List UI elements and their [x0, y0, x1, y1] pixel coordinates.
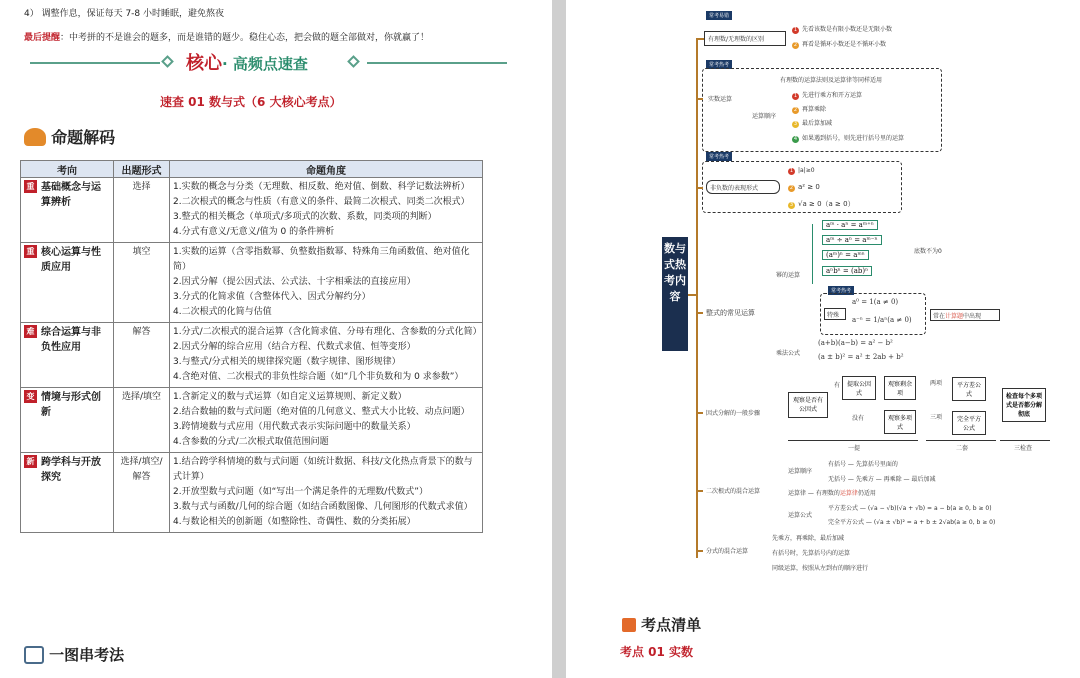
b5-step-3: 三检查 — [1014, 445, 1033, 452]
b1-item-2: 2 再看是循环小数还是不循环小数 — [793, 41, 887, 48]
b4-calc-prefix: 常在 — [933, 313, 946, 320]
sub-title: 速查 01 数与式（6 大核心考点） — [160, 95, 342, 109]
footer-logo — [622, 614, 701, 635]
list-icon — [622, 618, 636, 632]
b2-item-3: 3 最后算加减 — [793, 120, 833, 127]
b4-calc — [933, 311, 981, 320]
table-row — [21, 178, 483, 243]
b6-law — [788, 488, 876, 497]
header-direction: 考向 — [21, 161, 114, 178]
section-title — [186, 49, 308, 75]
header-form: 出题形式 — [114, 161, 170, 178]
row-badge: 重 — [24, 180, 37, 193]
b5-step-rule-3 — [1000, 440, 1050, 441]
b5-step-rule-2 — [926, 440, 996, 441]
row-direction — [21, 178, 114, 243]
row-direction — [21, 243, 114, 323]
b6-title: 二次根式的混合运算 — [706, 488, 761, 495]
b4-note-base: 底数不为0 — [914, 248, 942, 255]
b6-formula-2: 完全平方公式 — (√a ± √b)² = a + b ± 2√ab(a ≥ 0, b ≥ 0) — [828, 519, 996, 526]
angle-item: 1.实数的概念与分类（无理数、相反数、绝对值、倒数、科学记数法辨析） — [173, 182, 470, 192]
b1-item-1: 1 先看该数是有限小数还是无限小数 — [793, 26, 893, 33]
book-icon — [24, 128, 46, 146]
angle-item: 1.结合跨学科情境的数与式问题（如统计数据、科技/文化热点背景下的数与式计算） — [173, 457, 473, 482]
b4-formula-3: (aᵐ)ⁿ = aᵐⁿ — [822, 250, 869, 260]
b5-sq-diff: 平方差公式 — [952, 377, 986, 401]
b6-order: 运算顺序 — [788, 468, 813, 475]
table-row — [21, 453, 483, 533]
row-angles — [170, 178, 483, 243]
angle-item: 3.整式的相关概念（单项式/多项式的次数、系数，同类项的判断） — [173, 212, 437, 222]
b4-special-f1: a⁰ = 1(a ≠ 0) — [852, 298, 899, 306]
topic-table — [20, 160, 483, 533]
row-direction-text: 跨学科与开放探究 — [41, 457, 101, 483]
angle-item: 1.实数的运算（含零指数幂、负整数指数幂、特殊角三角函数值、绝对值化简） — [173, 247, 470, 272]
angle-item: 3.数与式与函数/几何的综合题（如结合函数图像、几何图形的代数式求值） — [173, 502, 473, 512]
b6-formula-1: 平方差公式 — (√a − √b)(√a + √b) = a − b(a ≥ 0, b ≥ 0) — [828, 505, 992, 512]
row-direction — [21, 323, 114, 388]
b5-yes: 有 — [834, 382, 841, 389]
logo-mingti-text: 命题解码 — [51, 128, 116, 147]
abacus-icon — [24, 646, 44, 664]
branch3-link — [697, 187, 703, 189]
b5-perfect: 完全平方公式 — [952, 411, 986, 435]
row-badge: 难 — [24, 325, 37, 338]
b3-title: 非负数的表现形式 — [710, 185, 759, 192]
b7-item-1: 先乘方，再乘除，最后加减 — [772, 535, 845, 542]
title-rule-right — [367, 62, 507, 64]
title-diamond-left — [161, 55, 174, 68]
b4-calc-mid: 计算题 — [945, 313, 964, 320]
branch4-link — [697, 312, 703, 314]
logo-mingti — [24, 125, 115, 148]
row-angles — [170, 388, 483, 453]
row-direction — [21, 453, 114, 533]
b6-law-prefix: 运算律 — 有理数的 — [788, 490, 840, 497]
row-direction — [21, 388, 114, 453]
b2-item-3-text: 最后算加减 — [802, 120, 833, 127]
footer-title: 考点 01 实数 — [620, 645, 694, 659]
tip-line: 4） 调整作息，保证每天 7-8 小时睡眠，避免熬夜 — [24, 9, 225, 19]
b7-item-2: 有括号时，先算括号内的运算 — [772, 550, 851, 557]
angle-item: 2.开放型数与式问题（如“写出一个满足条件的无理数/代数式”） — [173, 487, 428, 497]
b5-two: 两项 — [930, 380, 943, 387]
angle-item: 4.分式有意义/无意义/值为 0 的条件辨析 — [173, 227, 335, 237]
b4-special: 特殊 — [827, 312, 840, 319]
branch2-link — [697, 98, 703, 100]
trunk-line — [696, 38, 698, 558]
b5-three: 三项 — [930, 414, 943, 421]
section-title-rest: · 高频点速查 — [222, 55, 308, 73]
angle-item: 4.含绝对值、二次根式的非负性综合题（如“几个非负数和为 0 求参数”） — [173, 372, 464, 382]
row-direction-text: 核心运算与性质应用 — [41, 247, 101, 273]
b6-law-mid: 运算律 — [839, 490, 858, 497]
b2-item-2-text: 再算乘除 — [802, 106, 827, 113]
b2-note: 有理数的运算法则及运算律等同样适用 — [780, 77, 883, 84]
b5-step-1: 一提 — [848, 445, 861, 452]
tag-hot-2: 常考热考 — [706, 60, 732, 69]
b4-power: 幂的运算 — [776, 272, 801, 279]
logo-yitu — [24, 644, 124, 665]
row-form: 选择/填空 — [114, 388, 170, 453]
tag-hot-4: 常考热考 — [828, 286, 854, 295]
angle-item: 1.含新定义的数与式运算（如自定义运算规则、新定义数） — [173, 392, 407, 402]
b1-item-2-text: 再看是循环小数还是不循环小数 — [802, 41, 887, 48]
b3-item-3: 3 √a ≥ 0（a ≥ 0） — [789, 200, 855, 208]
angle-item: 2.二次根式的概念与性质（有意义的条件、最简二次根式、同类二次根式） — [173, 197, 470, 207]
row-badge: 重 — [24, 245, 37, 258]
title-diamond-right — [347, 55, 360, 68]
b6-formula: 运算公式 — [788, 512, 813, 519]
b2-item-1: 1 先进行乘方和开方运算 — [793, 92, 863, 99]
row-form: 填空 — [114, 243, 170, 323]
b6-order-2: 无括号 — 先乘方 — 再乘除 — 最后加减 — [828, 476, 936, 483]
b3-item-1: 1 |a|≥0 — [789, 167, 815, 174]
b4-mult-f2: (a ± b)² = a² ± 2ab + b² — [818, 353, 904, 361]
angle-item: 3.与整式/分式相关的规律探究题（数字规律、图形规律） — [173, 357, 401, 367]
angle-item: 2.结合数轴的数与式问题（绝对值的几何意义、整式大小比较、动点问题） — [173, 407, 470, 417]
b5-step-2: 二套 — [956, 445, 969, 452]
title-rule-left — [30, 62, 160, 64]
b1-title: 有理数/无理数的区别 — [708, 36, 765, 43]
page-gap — [552, 0, 566, 678]
angle-item: 3.跨情境数与式应用（用代数式表示实际问题中的数量关系） — [173, 422, 416, 432]
branch5-link — [697, 412, 703, 414]
b6-order-1: 有括号 — 先算括号里面的 — [828, 461, 898, 468]
b4-special-f2: a⁻ⁿ = 1/aⁿ(a ≠ 0) — [852, 316, 912, 324]
b5-no: 没有 — [852, 415, 865, 422]
b4-formula-2: aᵐ ÷ aⁿ = aᵐ⁻ⁿ — [822, 235, 882, 245]
angle-item: 4.含参数的分式/二次根式取值范围问题 — [173, 437, 329, 447]
row-angles — [170, 323, 483, 388]
b7-title: 分式的混合运算 — [706, 548, 749, 555]
row-angles — [170, 243, 483, 323]
angle-item: 4.二次根式的化简与估值 — [173, 307, 272, 317]
table-row — [21, 323, 483, 388]
b5-q: 观察是否有公因式 — [788, 392, 828, 418]
reminder — [24, 30, 429, 43]
reminder-text: ：中考拼的不是谁会的题多，而是谁错的题少。稳住心态，把会做的题全部做对，你就赢了！ — [60, 33, 430, 43]
row-direction-text: 情境与形式创新 — [41, 392, 101, 418]
b2-title: 实数运算 — [708, 96, 733, 103]
branch6-link — [697, 490, 703, 492]
row-form: 选择/填空/解答 — [114, 453, 170, 533]
b5-obs: 观察剩余项 — [884, 376, 916, 400]
b4-power-bracket — [812, 224, 813, 284]
b5-title: 因式分解的一般步骤 — [706, 410, 761, 417]
b4-mult-f1: (a+b)(a−b) = a² − b² — [818, 339, 893, 347]
b3-item-3-text: √a ≥ 0（a ≥ 0） — [798, 200, 855, 208]
b4-title: 整式的常见运算 — [706, 309, 755, 317]
angle-item: 2.因式分解的综合应用（结合方程、代数式求值、恒等变形） — [173, 342, 416, 352]
b4-formula-4: aⁿbⁿ = (ab)ⁿ — [822, 266, 872, 276]
b3-item-1-text: |a|≥0 — [798, 167, 815, 174]
b5-extract: 提取公因式 — [842, 376, 876, 400]
row-badge: 变 — [24, 390, 37, 403]
b2-order: 运算顺序 — [752, 113, 777, 120]
b2-item-4-text: 如果遇到括号，则先进行括号里的运算 — [802, 135, 905, 142]
b4-formula-1: aᵐ · aⁿ = aᵐ⁺ⁿ — [822, 220, 878, 230]
b5-obs2: 观察多项式 — [884, 410, 916, 434]
row-direction-text: 基础概念与运算辨析 — [41, 182, 101, 208]
trunk-joint — [688, 294, 697, 296]
angle-item: 3.分式的化简求值（含整体代入、因式分解约分） — [173, 292, 371, 302]
b3-item-2-text: a² ≥ 0 — [798, 183, 820, 191]
section-title-core: 核心 — [186, 53, 222, 74]
tag-hot-3: 常考热考 — [706, 152, 732, 161]
b4-calc-suffix: 中出现 — [963, 313, 982, 320]
b1-item-1-text: 先看该数是有限小数还是无限小数 — [802, 26, 893, 33]
b2-item-4: 4 如果遇到括号，则先进行括号里的运算 — [793, 135, 905, 142]
b3-item-2: 2 a² ≥ 0 — [789, 183, 820, 191]
b5-step-rule-1 — [788, 440, 918, 441]
table-row — [21, 388, 483, 453]
b6-law-suffix: 仍适用 — [857, 490, 876, 497]
right-page — [566, 0, 1080, 678]
row-angles — [170, 453, 483, 533]
center-title: 数与式热考内容 — [662, 237, 688, 351]
branch7-link — [697, 550, 703, 552]
b5-check: 检查每个多项式是否都分解彻底 — [1002, 388, 1046, 422]
row-direction-text: 综合运算与非负性应用 — [41, 327, 101, 353]
b4-mult: 乘法公式 — [776, 350, 801, 357]
b2-item-1-text: 先进行乘方和开方运算 — [802, 92, 863, 99]
angle-item: 1.分式/二次根式的混合运算（含化简求值、分母有理化、含参数的分式化简） — [173, 327, 482, 337]
logo-yitu-text: 一图串考法 — [49, 646, 125, 664]
b2-item-2: 2 再算乘除 — [793, 106, 827, 113]
angle-item: 2.因式分解（提公因式法、公式法、十字相乘法的直接应用） — [173, 277, 416, 287]
table-header-row — [21, 161, 483, 178]
angle-item: 4.与数论相关的创新题（如整除性、奇偶性、数的分类拓展） — [173, 517, 416, 527]
row-form: 解答 — [114, 323, 170, 388]
row-badge: 新 — [24, 455, 37, 468]
header-angle: 命题角度 — [170, 161, 483, 178]
footer-logo-text: 考点清单 — [641, 616, 702, 634]
b7-item-3: 同级运算，按照从左到右的顺序进行 — [772, 565, 869, 572]
reminder-label: 最后提醒 — [24, 33, 61, 43]
tag-common-1: 常考易错 — [706, 11, 732, 20]
row-form: 选择 — [114, 178, 170, 243]
table-row — [21, 243, 483, 323]
